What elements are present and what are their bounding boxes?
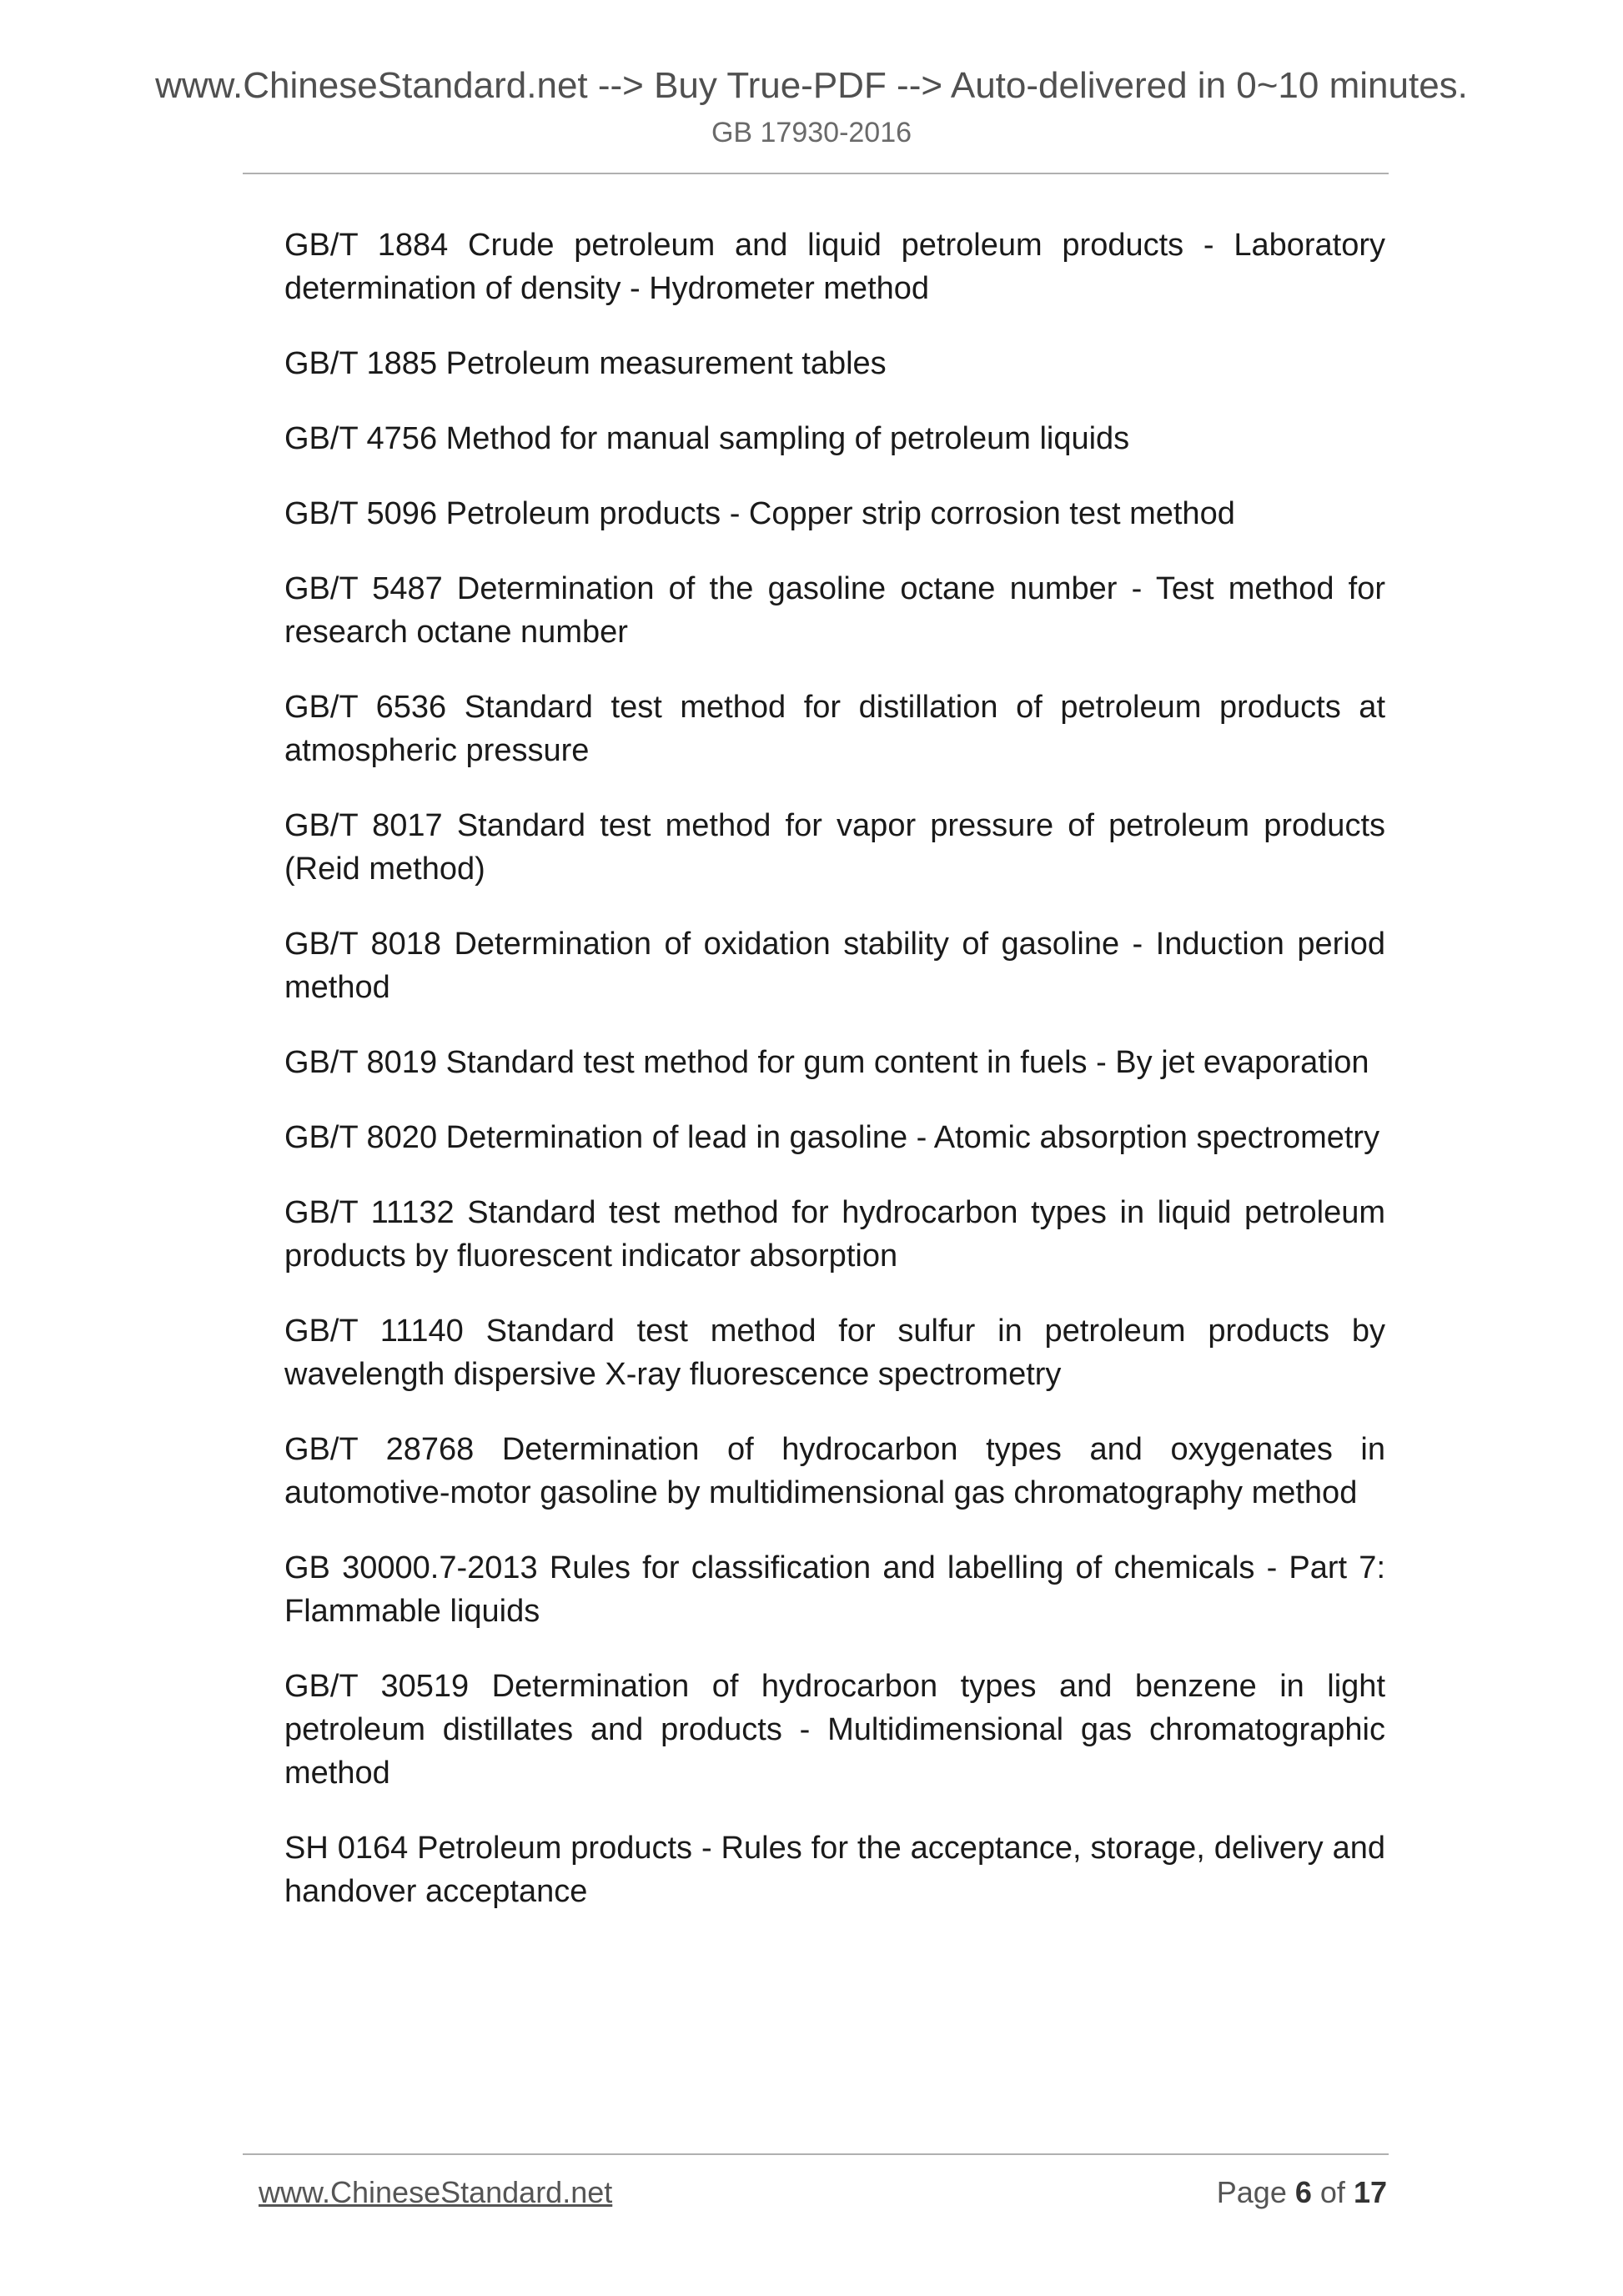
reference-item: GB/T 8020 Determination of lead in gasoline - Atomic absorption spectrometry [284, 1120, 1380, 1155]
footer-site-link[interactable]: www.ChineseStandard.net [259, 2175, 613, 2209]
page-label: Page [1216, 2175, 1287, 2209]
reference-item: SH 0164 Petroleum products - Rules for the acceptance, storage, delivery and handover acceptance [284, 1831, 1385, 1909]
reference-item: GB/T 6536 Standard test method for distillation of petroleum products at atmospheric pressure [284, 690, 1385, 768]
reference-item: GB/T 5096 Petroleum products - Copper strip corrosion test method [284, 496, 1235, 531]
footer-divider [243, 2153, 1389, 2155]
reference-item: GB/T 8017 Standard test method for vapor pressure of petroleum products (Reid method) [284, 808, 1385, 887]
page-current: 6 [1294, 2175, 1312, 2209]
reference-list [284, 224, 1385, 1945]
standard-code: GB 17930-2016 [711, 117, 912, 148]
header-banner: www.ChineseStandard.net --> Buy True-PDF --> Auto-delivered in 0~10 minutes. [155, 65, 1468, 106]
reference-item: GB/T 1885 Petroleum measurement tables [284, 346, 887, 381]
header-divider [243, 173, 1389, 174]
reference-item: GB/T 30519 Determination of hydrocarbon types and benzene in light petroleum distillates and products - Multidimensional gas chromatographic method [284, 1669, 1385, 1791]
reference-item: GB/T 5487 Determination of the gasoline octane number - Test method for research octane number [284, 571, 1385, 650]
reference-item: GB/T 8019 Standard test method for gum content in fuels - By jet evaporation [284, 1045, 1369, 1080]
reference-item: GB/T 1884 Crude petroleum and liquid petroleum products - Laboratory determination of density - Hydrometer method [284, 228, 1385, 306]
page-total: 17 [1353, 2175, 1387, 2209]
reference-item: GB/T 8018 Determination of oxidation stability of gasoline - Induction period method [284, 927, 1385, 1005]
page-indicator [1217, 2175, 1387, 2210]
reference-item: GB/T 11140 Standard test method for sulfur in petroleum products by wavelength dispersive X-ray fluorescence spectrometry [284, 1314, 1385, 1392]
page-of-label: of [1319, 2175, 1345, 2209]
reference-item: GB/T 28768 Determination of hydrocarbon types and oxygenates in automotive-motor gasoline by multidimensional gas chromatography method [284, 1432, 1385, 1510]
reference-item: GB/T 11132 Standard test method for hydrocarbon types in liquid petroleum products by fluorescent indicator absorption [284, 1195, 1385, 1274]
reference-item: GB 30000.7-2013 Rules for classification and labelling of chemicals - Part 7: Flammable liquids [284, 1550, 1385, 1629]
reference-item: GB/T 4756 Method for manual sampling of petroleum liquids [284, 421, 1130, 456]
